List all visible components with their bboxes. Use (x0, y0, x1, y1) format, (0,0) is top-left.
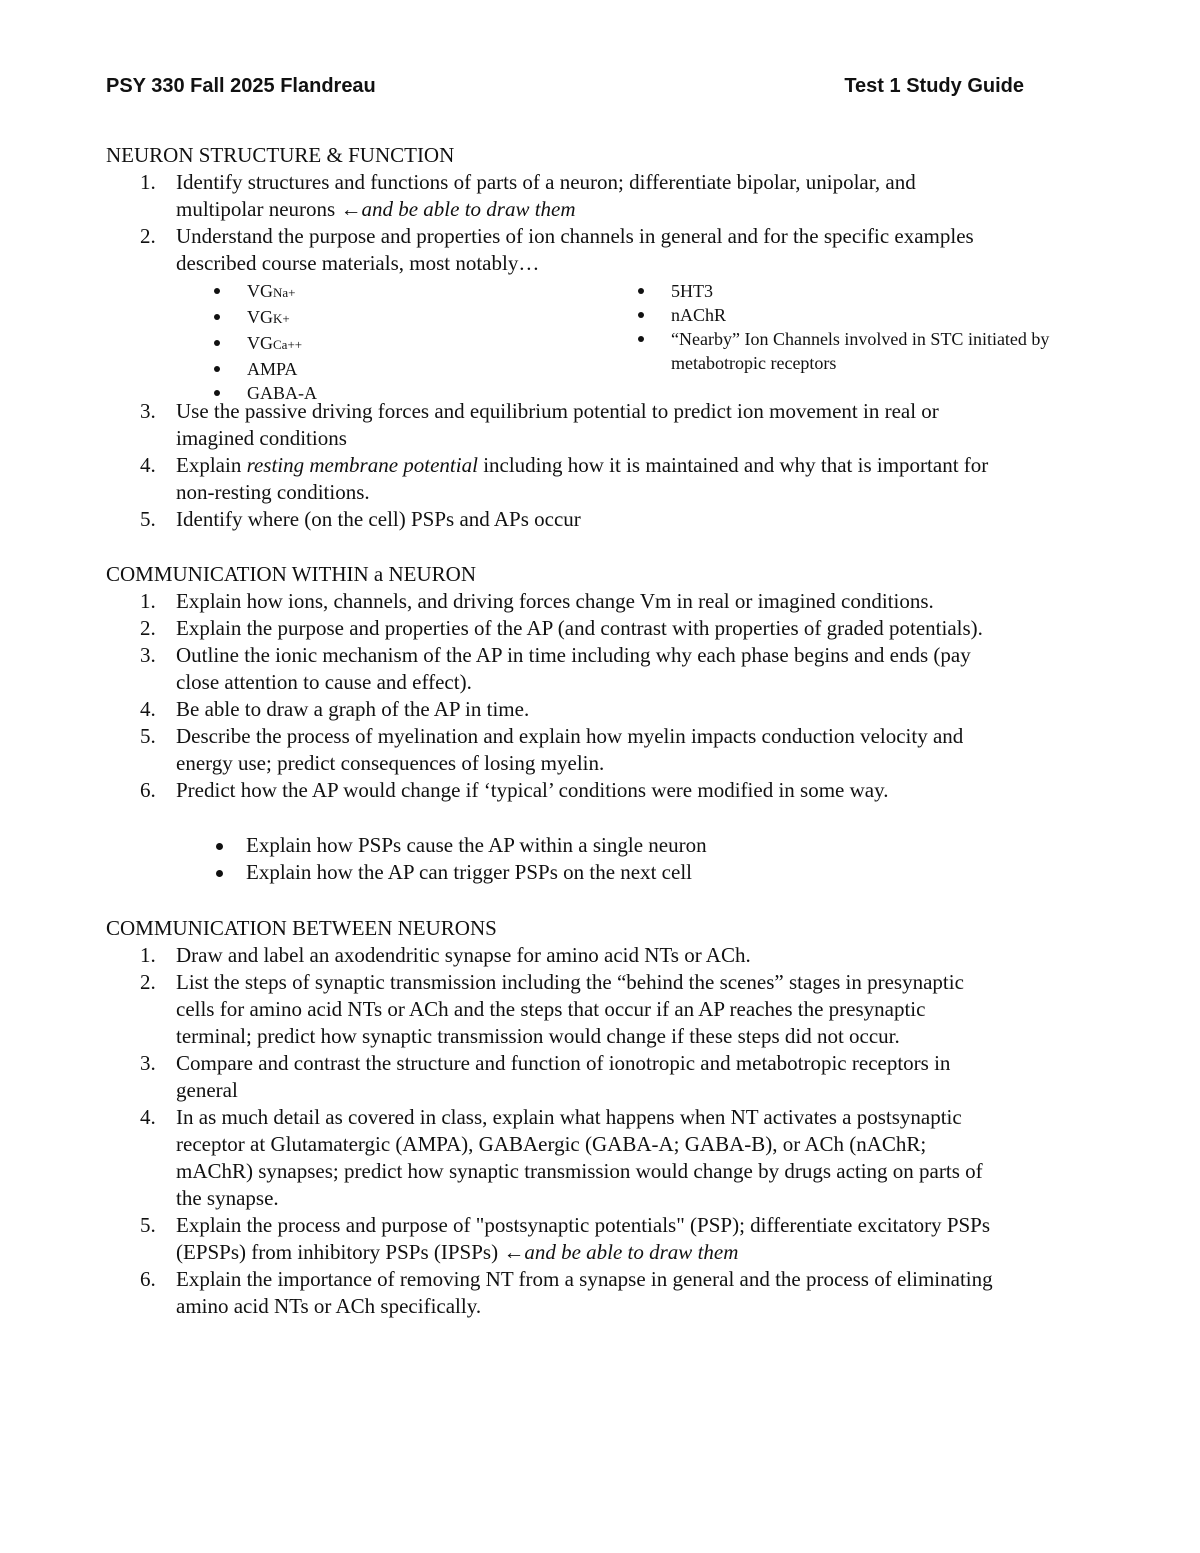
list-item (106, 615, 1106, 642)
item-text-line2: imagined conditions (176, 426, 347, 450)
item-text: Outline the ionic mechanism of the AP in time including why each phase begins and ends (pay (176, 643, 971, 667)
draw-note: ←and be able to draw them (503, 1240, 739, 1264)
item-text-line2: receptor at Glutamatergic (AMPA), GABAergic (GABA-A; GABA-B), or ACh (nAChR; (176, 1132, 927, 1156)
list-item (106, 1212, 1106, 1266)
item-number: 4. (140, 453, 156, 477)
bullet-icon (214, 390, 220, 396)
channel-item (214, 331, 594, 357)
item-text: Explain the purpose and properties of the AP (and contrast with properties of graded potentials). (176, 616, 983, 640)
item-text-line3: mAChR) synapses; predict how synaptic transmission would change by drugs acting on parts of (176, 1159, 983, 1183)
item-text: Compare and contrast the structure and function of ionotropic and metabotropic receptors in (176, 1051, 951, 1075)
item-text-line2: energy use; predict consequences of losing myelin. (176, 751, 605, 775)
bullet-icon (214, 366, 220, 372)
bullet-text: Explain how the AP can trigger PSPs on the next cell (246, 860, 692, 884)
item-text: In as much detail as covered in class, explain what happens when NT activates a postsynaptic (176, 1105, 962, 1129)
item-text-line2 (176, 1239, 1106, 1266)
list-item (106, 1104, 1106, 1212)
item-text-line2: general (176, 1078, 238, 1102)
bullet-icon (216, 843, 223, 850)
channel-label: VG (247, 333, 273, 353)
bullet-icon (214, 314, 220, 320)
channel-label: 5HT3 (671, 281, 713, 301)
bullet-item (106, 832, 707, 859)
within-neuron-bullets (106, 832, 707, 886)
item-number: 4. (140, 697, 156, 721)
draw-note: ←and be able to draw them (340, 197, 576, 221)
item-text-segment: (EPSPs) from inhibitory PSPs (IPSPs) (176, 1240, 504, 1264)
item-text-line2: non-resting conditions. (176, 480, 370, 504)
channel-item (214, 305, 594, 331)
channel-item (214, 279, 594, 305)
item-text-line2: close attention to cause and effect). (176, 670, 472, 694)
item-number: 5. (140, 507, 156, 531)
channel-list-right (638, 279, 1108, 375)
document-title: Test 1 Study Guide (844, 75, 1024, 97)
list-item (106, 452, 1106, 506)
item-text (176, 452, 1106, 479)
item-text: Predict how the AP would change if ‘typical’ conditions were modified in some way. (176, 778, 889, 802)
channel-subscript: Na+ (273, 285, 296, 300)
list-item (106, 398, 1106, 452)
item-text: Explain the process and purpose of "postsynaptic potentials" (PSP); differentiate excitatory PSPs (176, 1213, 991, 1237)
bullet-icon (638, 288, 644, 294)
channel-label: VG (247, 281, 273, 301)
list-item (106, 506, 1106, 533)
bullet-icon (216, 870, 223, 877)
item-number: 6. (140, 778, 156, 802)
list-item (106, 1266, 1106, 1320)
item-text-line3: terminal; predict how synaptic transmission would change if these steps did not occur. (176, 1024, 900, 1048)
page-header (106, 73, 1024, 101)
channel-item (638, 327, 1108, 375)
item-text-line2: described course materials, most notably… (176, 251, 540, 275)
item-text: Understand the purpose and properties of ion channels in general and for the specific examples (176, 224, 974, 248)
item-number: 2. (140, 224, 156, 248)
bullet-icon (214, 288, 220, 294)
channel-label: VG (247, 307, 273, 327)
channel-item (638, 279, 1108, 303)
item-number: 5. (140, 1213, 156, 1237)
channel-subscript: Ca++ (273, 337, 303, 352)
item-number: 2. (140, 616, 156, 640)
item-text-line2: amino acid NTs or ACh specifically. (176, 1294, 482, 1318)
item-number: 5. (140, 724, 156, 748)
channel-label: GABA-A (247, 383, 317, 403)
item-number: 3. (140, 399, 156, 423)
item-number: 3. (140, 643, 156, 667)
channel-list-left (214, 279, 594, 405)
channel-label: nAChR (671, 305, 727, 325)
item-text: Identify structures and functions of parts of a neuron; differentiate bipolar, unipolar, and (176, 170, 916, 194)
bullet-item (106, 859, 707, 886)
item-number: 1. (140, 943, 156, 967)
list-item (106, 777, 1106, 804)
item-text-segment: Explain (176, 453, 247, 477)
item-text-line4: the synapse. (176, 1186, 279, 1210)
item-text-line2: cells for amino acid NTs or ACh and the steps that occur if an AP reaches the presynaptic (176, 997, 926, 1021)
bullet-icon (638, 312, 644, 318)
channel-subscript: K+ (273, 311, 290, 326)
bullet-icon (638, 336, 644, 342)
section-title-neuron-structure: NEURON STRUCTURE & FUNCTION (106, 143, 455, 167)
list-item (106, 1050, 1106, 1104)
list-item (106, 723, 1106, 777)
list-item (106, 969, 1106, 1050)
list-item (106, 223, 1106, 277)
neuron-structure-list (106, 169, 1106, 277)
item-number: 3. (140, 1051, 156, 1075)
item-text: Identify where (on the cell) PSPs and APs occur (176, 507, 581, 531)
item-text: Be able to draw a graph of the AP in time. (176, 697, 530, 721)
channel-label: AMPA (247, 359, 298, 379)
item-number: 1. (140, 589, 156, 613)
item-text: Describe the process of myelination and explain how myelin impacts conduction velocity and (176, 724, 964, 748)
item-number: 2. (140, 970, 156, 994)
between-neurons-list (106, 942, 1106, 1320)
list-item (106, 169, 1106, 223)
item-number: 1. (140, 170, 156, 194)
channel-item (214, 357, 594, 381)
bullet-text: Explain how PSPs cause the AP within a single neuron (246, 833, 707, 857)
list-item (106, 588, 1106, 615)
course-title: PSY 330 Fall 2025 Flandreau (106, 75, 376, 97)
item-text-segment: multipolar neurons (176, 197, 341, 221)
list-item (106, 942, 1106, 969)
section-title-within-neuron: COMMUNICATION WITHIN a NEURON (106, 562, 476, 586)
item-text: Use the passive driving forces and equilibrium potential to predict ion movement in real or (176, 399, 939, 423)
channel-item (638, 303, 1108, 327)
item-text: List the steps of synaptic transmission including the “behind the scenes” stages in presynaptic (176, 970, 964, 994)
item-text-line2 (176, 196, 1106, 223)
within-neuron-list (106, 588, 1106, 804)
item-text: Explain how ions, channels, and driving forces change Vm in real or imagined conditions. (176, 589, 934, 613)
item-text: Explain the importance of removing NT from a synapse in general and the process of eliminating (176, 1267, 993, 1291)
item-text: Draw and label an axodendritic synapse for amino acid NTs or ACh. (176, 943, 751, 967)
channel-label-line2: metabotropic receptors (671, 353, 837, 373)
bullet-icon (214, 340, 220, 346)
section-title-between-neurons: COMMUNICATION BETWEEN NEURONS (106, 916, 497, 940)
item-text-segment: including how it is maintained and why that is important for (477, 453, 989, 477)
list-item (106, 642, 1106, 696)
list-item (106, 696, 1106, 723)
neuron-structure-list-cont (106, 398, 1106, 533)
item-number: 4. (140, 1105, 156, 1129)
channel-label: “Nearby” Ion Channels involved in STC initiated by (671, 329, 1050, 349)
emphasis-term: resting membrane potential (246, 453, 478, 477)
item-number: 6. (140, 1267, 156, 1291)
